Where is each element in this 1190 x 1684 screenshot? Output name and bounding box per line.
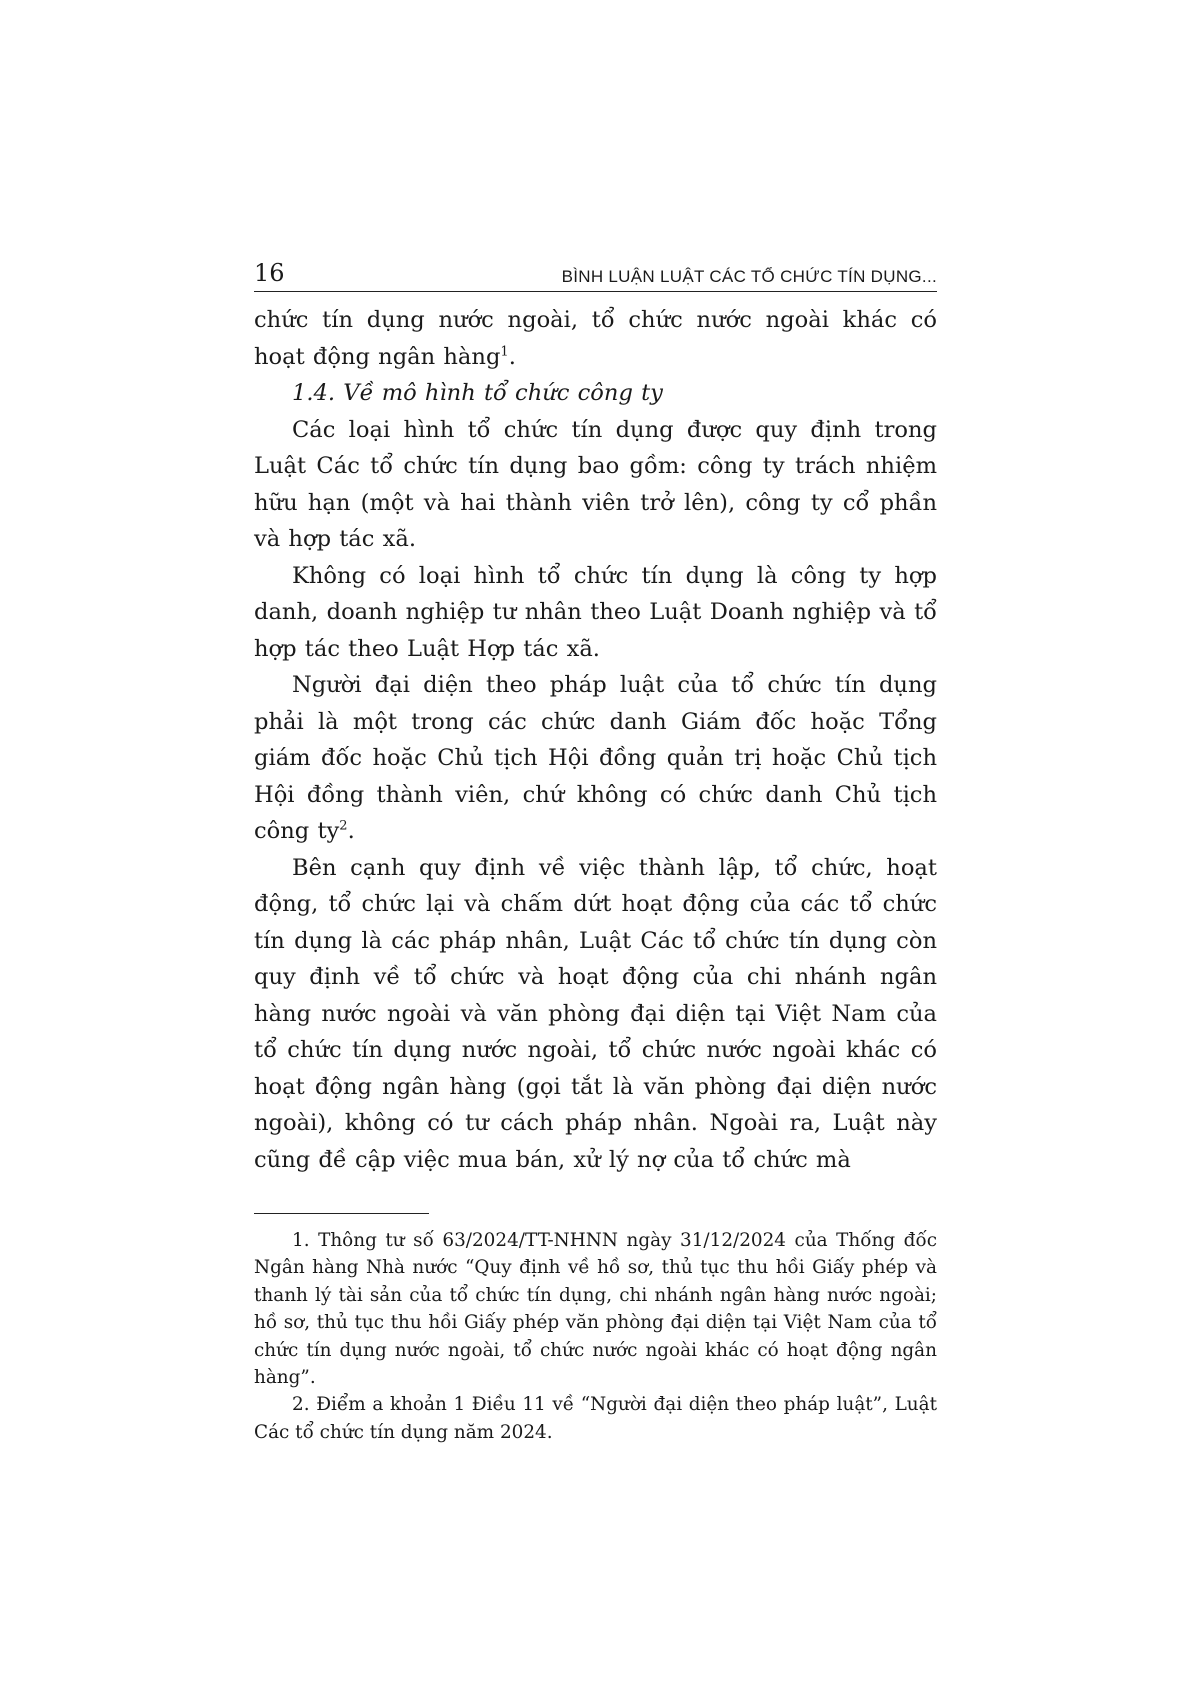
punctuation: . (508, 343, 516, 370)
paragraph-text: chức tín dụng nước ngoài, tổ chức nước ngoài khác có hoạt động ngân hàng (254, 307, 937, 370)
paragraph-organization-types: Các loại hình tổ chức tín dụng được quy định trong Luật Các tổ chức tín dụng bao gồm: công ty trách nhiệm hữu hạn (một và hai thành viên trở lên), công ty cổ phần và hợp tác xã. (254, 416, 937, 552)
section-heading: 1.4. Về mô hình tổ chức công ty (292, 380, 663, 406)
book-page (254, 255, 937, 1446)
paragraph-legal-representative (254, 667, 937, 850)
paragraph-text: Người đại diện theo pháp luật của tổ chức tín dụng phải là một trong các chức danh Giám đốc hoặc Tổng giám đốc hoặc Chủ tịch Hội đồng quản trị hoặc Chủ tịch Hội đồng thành viên, chứ không có chức danh Chủ tịch công ty (254, 672, 937, 844)
body-text (254, 302, 937, 1178)
paragraph-excluded-types: Không có loại hình tổ chức tín dụng là công ty hợp danh, doanh nghiệp tư nhân theo Luật Doanh nghiệp và tổ hợp tác theo Luật Hợp tác xã. (254, 562, 937, 662)
footnote-ref-1: 1 (500, 343, 509, 359)
footnote-2: 2. Điểm a khoản 1 Điều 11 về “Người đại diện theo pháp luật”, Luật Các tổ chức tín dụng năm 2024. (254, 1394, 937, 1443)
running-header (254, 255, 937, 292)
footnote-separator (254, 1213, 429, 1214)
running-title: BÌNH LUẬN LUẬT CÁC TỔ CHỨC TÍN DỤNG... (561, 267, 937, 286)
footnotes (254, 1227, 937, 1446)
paragraph-continued (254, 302, 937, 375)
footnote-ref-2: 2 (339, 818, 348, 834)
punctuation: . (347, 818, 355, 844)
paragraph-scope: Bên cạnh quy định về việc thành lập, tổ chức, hoạt động, tổ chức lại và chấm dứt hoạt động của các tổ chức tín dụng là các pháp nhân, Luật Các tổ chức tín dụng còn quy định về tổ chức và hoạt động của chi nhánh ngân hàng nước ngoài và văn phòng đại diện tại Việt Nam của tổ chức tín dụng nước ngoài, tổ chức nước ngoài khác có hoạt động ngân hàng (gọi tắt là văn phòng đại diện nước ngoài), không có tư cách pháp nhân. Ngoài ra, Luật này cũng đề cập việc mua bán, xử lý nợ của tổ chức mà (254, 854, 937, 1173)
page-number: 16 (254, 259, 285, 287)
footnote-1: 1. Thông tư số 63/2024/TT-NHNN ngày 31/12/2024 của Thống đốc Ngân hàng Nhà nước “Quy định về hồ sơ, thủ tục thu hồi Giấy phép và thanh lý tài sản của tổ chức tín dụng, chi nhánh ngân hàng nước ngoài; hồ sơ, thủ tục thu hồi Giấy phép văn phòng đại diện tại Việt Nam của tổ chức tín dụng nước ngoài, tổ chức nước ngoài khác có hoạt động ngân hàng”. (254, 1230, 937, 1389)
